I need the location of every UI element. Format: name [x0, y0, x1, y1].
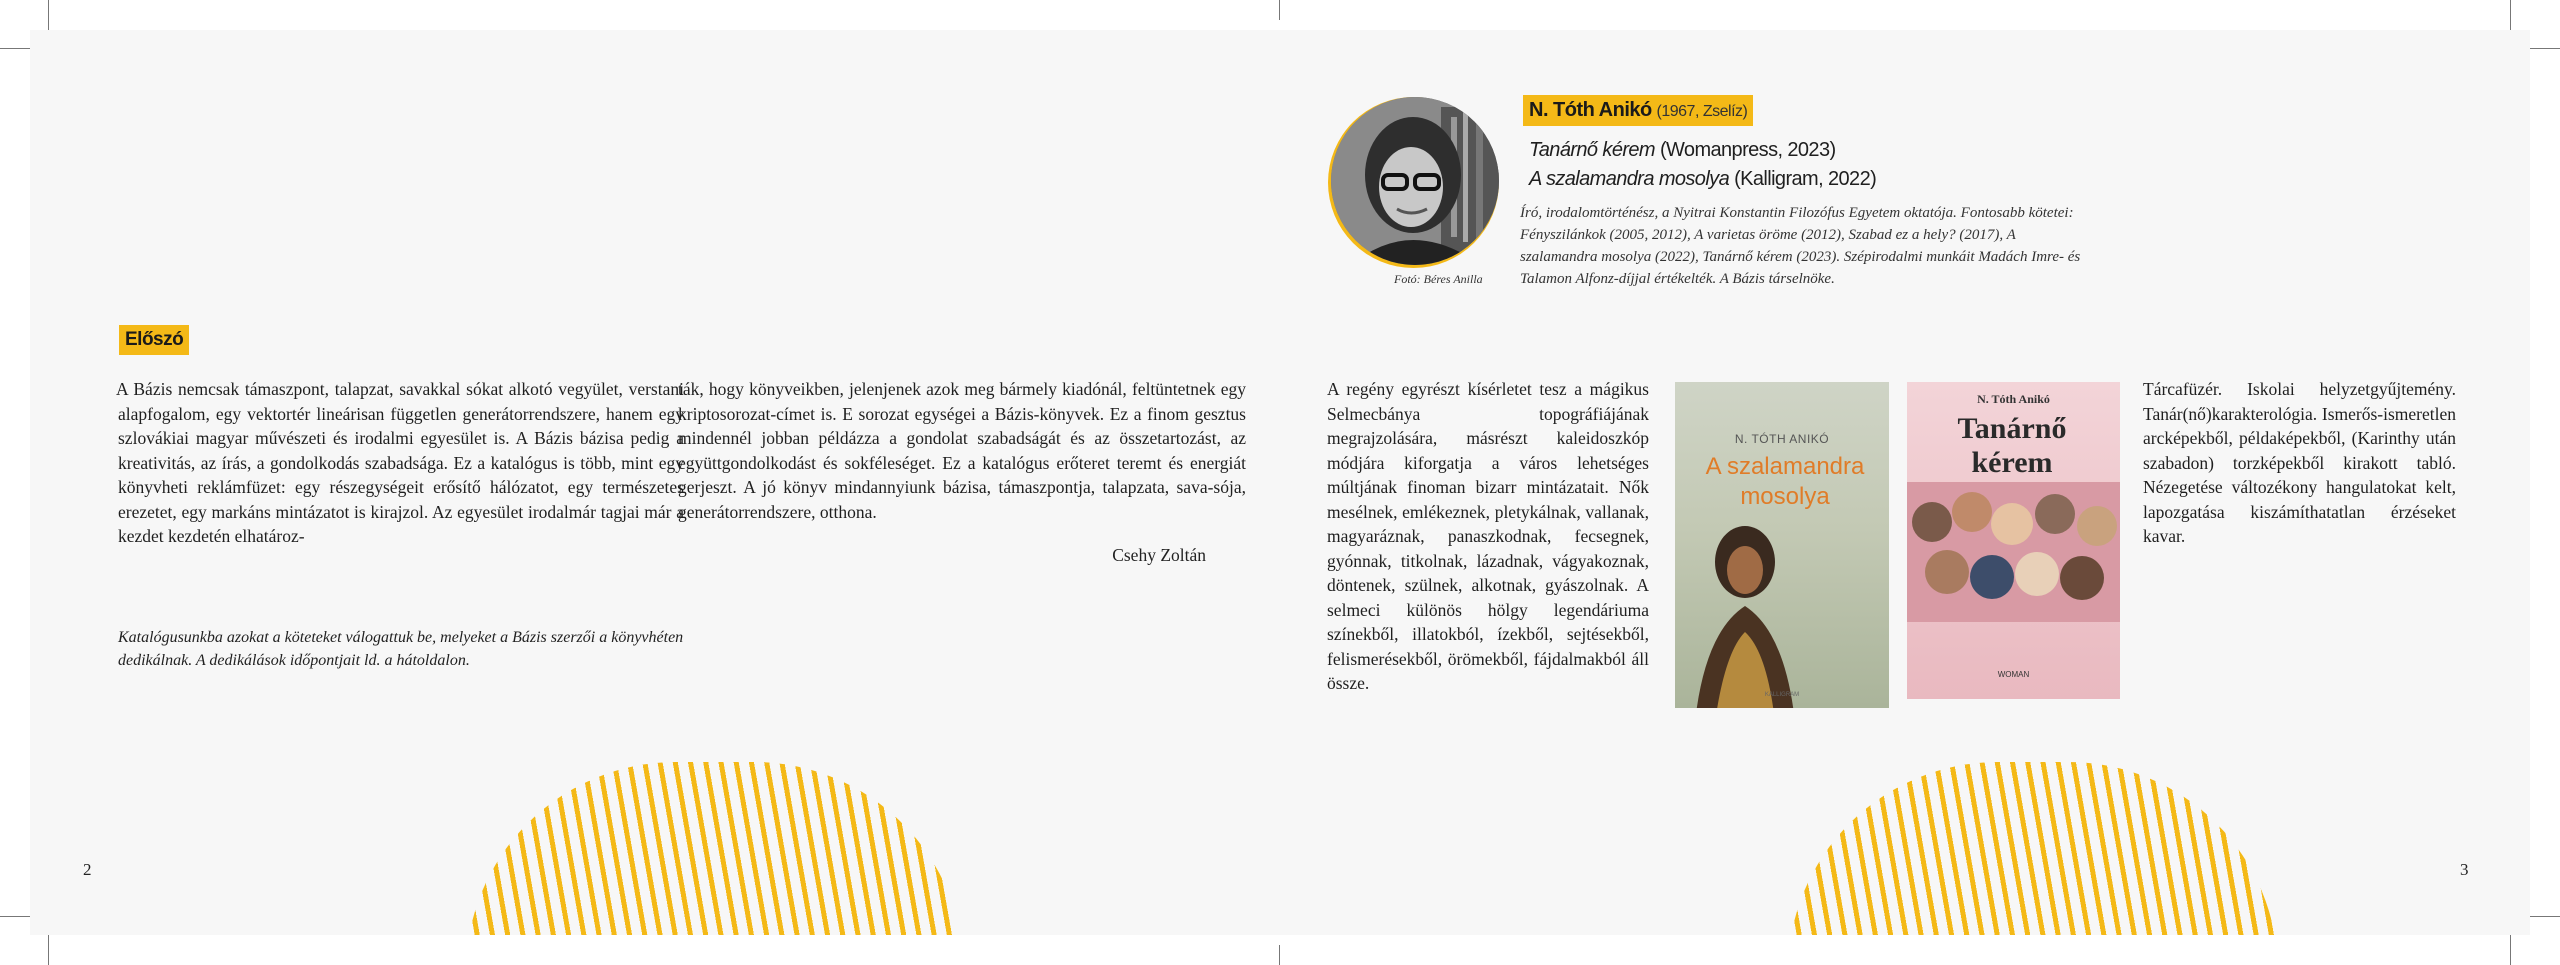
crop-mark: [48, 0, 49, 30]
spread: [30, 30, 2530, 935]
author-bio: Író, irodalomtörténész, a Nyitrai Konstantin Filozófus Egyetem oktatója. Fontosabb kötetei: Fényszilánkok (2005, 2012), A varietas öröme (2012), Szabad ez a hely? (2017), A szalamandra mosolya (2022), Tanárnő kérem (2023). Szépirodalmi munkáit Madách Imre- és Talamon Alfonz-díjjal értékelték. A Bázis társelnöke.: [1520, 205, 2081, 287]
author-name: N. Tóth Anikó: [1529, 99, 1652, 121]
book-description-text-1: A regény egyrészt kísérletet tesz a mágikus Selmecbánya topográfiájának megrajzolására, másrészt kaleidoszkóp módjára kiforgatja a város lehetséges múltjának finoman bizarr mintázatait. Nők mesélnek, emlékeznek, pletykálnak, vallanak, magyaráznak, panaszkodnak, fecsegnek, gyónnak, titkolnak, lázadnak, vágyakoznak, döntenek, szülnek, alkotnak, gyászolnak. A selmeci különös hölgy legendáriuma színekből, illatokból, ízekből, sejtésekből, felismerésekből, örömekből, fájdalmakból áll össze.: [1327, 379, 1649, 693]
cover1-author: N. TÓTH ANIKÓ: [1734, 432, 1830, 446]
photo-credit: Fotó: Béres Anilla: [1394, 272, 1483, 286]
cover2-publisher: WOMAN: [1997, 670, 2030, 679]
crop-mark: [1279, 0, 1280, 20]
author-badge: [1523, 95, 1753, 126]
crop-mark: [0, 916, 30, 917]
book-description-1: [1327, 377, 1649, 696]
cover1-publisher: KALLIGRAM: [1764, 692, 1800, 698]
author-birth: (1967, Zselíz): [1656, 103, 1748, 120]
decorative-stripes: [466, 762, 964, 935]
crop-mark: [48, 935, 49, 965]
cover2-author: N. Tóth Anikó: [1977, 392, 2050, 406]
foreword-text-1: A Bázis nemcsak támaszpont, talapzat, savakkal sókat alkotó vegyület, verstani alapfogalom, egy vektortér lineárisan független generátorrendszere, hanem egy szlovákiai magyar művészeti és irodalmi egyesület is. A Bázis bázisa pedig a kreativitás, az írás, a gondolkodás szabadsága. Ez a katalógus is több, mint egy könyvheti reklámfüzet: egy részegységeit erősítő hálózatot, egy természetes erezetet, egy markáns mintázatot is kirajzol. Az egyesület irodalmár tagjai már a kezdet kezdetén elhatároz-: [116, 379, 684, 546]
page-number: 2: [83, 860, 92, 879]
signature: Csehy Zoltán: [1112, 545, 1206, 565]
book-title-1: Tanárnő kérem: [1529, 139, 1655, 161]
crop-mark: [2510, 935, 2511, 965]
book-publisher-2: (Kalligram, 2022): [1734, 168, 1877, 190]
author-photo: [1328, 97, 1499, 268]
crop-mark: [1279, 945, 1280, 965]
page-number: 3: [2460, 860, 2469, 879]
section-heading: Előszó: [119, 325, 189, 355]
book-line-2: [1529, 165, 1876, 194]
book-title-2: A szalamandra mosolya: [1529, 168, 1730, 190]
cover2-title: Tanárnő kérem: [1957, 412, 2067, 479]
crop-mark: [2510, 0, 2511, 30]
decorative-stripes: [1788, 762, 2278, 935]
foreword-text-2: ták, hogy könyveikben, jelenjenek azok meg bármely kiadónál, feltüntetnek egy kriptosorozat-címet is. E sorozat egységei a Bázis-könyvek. Ez a finom gesztus mindennél jobban példázza a gondolat szabadságát és az összetartozást, az együttgondolkodást és sokféleséget. Ez a katalógus erőteret teremt és energiát gerjeszt. A jó könyv mindannyiunk bázisa, támaszpontja, talapzata, sava-sója, generátorrendszere, otthona.: [678, 379, 1246, 522]
book-cover-tanarno: [1907, 382, 2120, 699]
foreword-column-2: [678, 377, 1246, 524]
cover1-title: A szalamandra mosolya: [1705, 453, 1865, 510]
book-line-1: [1529, 136, 1836, 165]
book-description-2: [2143, 377, 2456, 549]
crop-mark: [2530, 48, 2560, 49]
foreword-column-1: [118, 377, 684, 549]
dedication-note: Katalógusunkba azokat a köteteket válogattuk be, melyeket a Bázis szerzői a könyvhéten dedikálnak. A dedikálások időpontjait ld. a hátoldalon.: [118, 629, 684, 669]
crop-mark: [0, 48, 30, 49]
book-description-text-2: Tárcafüzér. Iskolai helyzetgyűjtemény. Tanár(nő)karakterológia. Ismerős-ismeretlen arcképekből, példaképekből, (Karinthy után szabadon) torzképekből kirakott tabló. Nézegetése változékony hangulatokat kelt, lapozgatása kiszámíthatatlan érzéseket kavar.: [2143, 379, 2456, 546]
madonna-statue-illustration: [1675, 522, 1889, 708]
book-cover-szalamandra: [1675, 382, 1889, 708]
book-publisher-1: (Womanpress, 2023): [1659, 139, 1836, 161]
crop-mark: [2530, 916, 2560, 917]
portrait-collage-illustration: [1907, 482, 2120, 622]
